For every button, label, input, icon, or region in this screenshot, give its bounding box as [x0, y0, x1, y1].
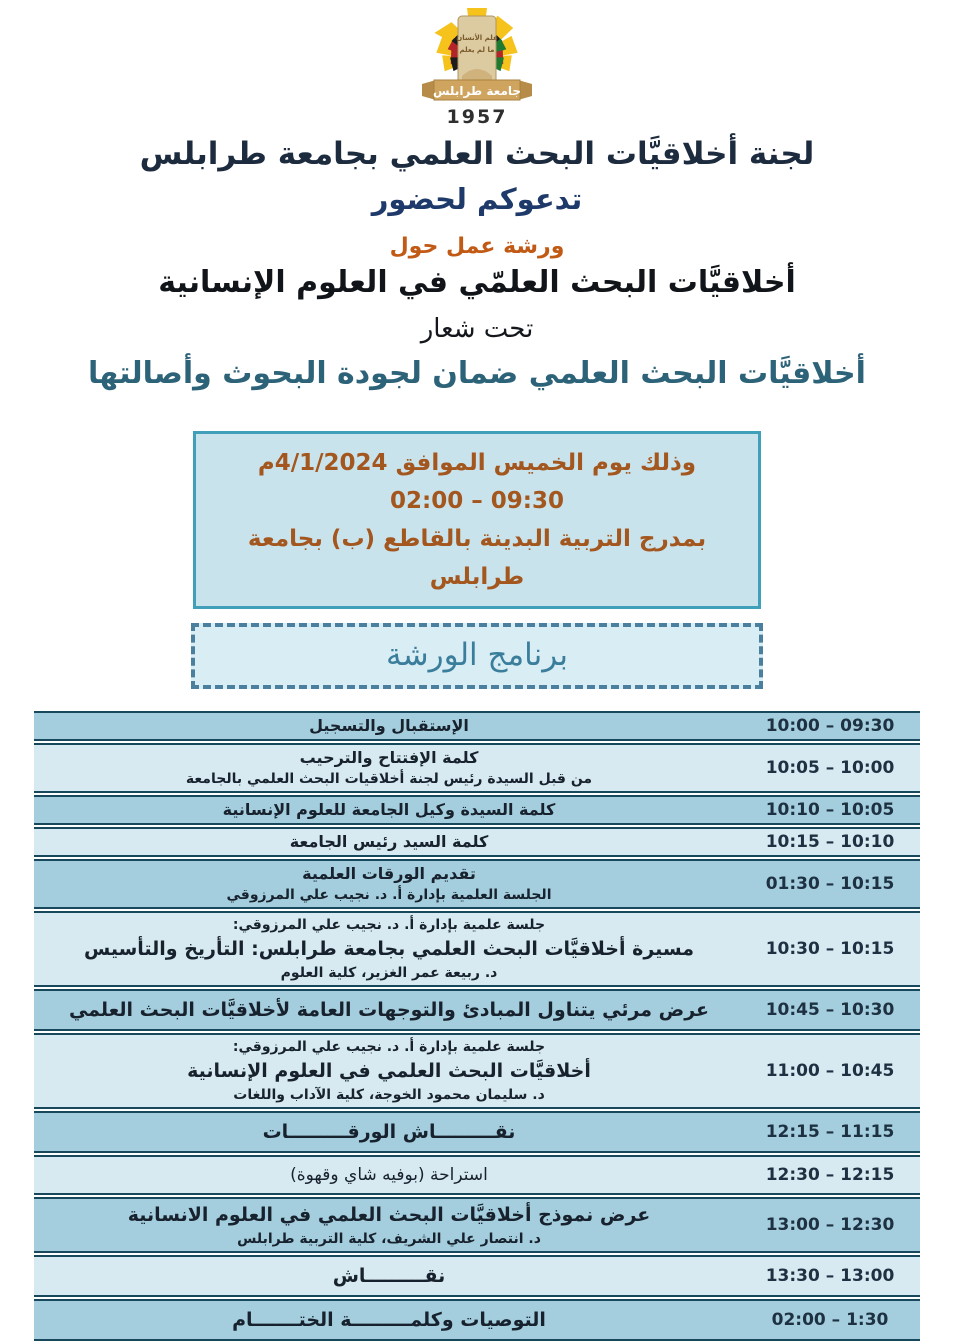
session-title: مسيرة أخلاقيَّات البحث العلمي بجامعة طرابلس: التأريخ والتأسيس	[83, 938, 695, 960]
session-speaker: د. انتصار علي الشريف، كلية التربية طرابلس	[237, 1231, 541, 1247]
session-chair: جلسة علمية بإدارة أ. د. نجيب علي المرزوقي:	[232, 917, 546, 933]
time-cell: 10:30 – 10:15	[765, 939, 895, 959]
session-speaker: د. سليمان محمود الخوجة، كلية الآداب واللغات	[233, 1087, 545, 1103]
session-chair: جلسة علمية بإدارة أ. د. نجيب علي المرزوقي:	[232, 1039, 546, 1055]
schedule-row	[34, 859, 920, 909]
schedule-row	[34, 1299, 920, 1341]
session-title: كلمة الإفتتاح والترحيب	[299, 748, 479, 767]
time-cell: 02:00 – 1:30	[771, 1310, 889, 1330]
schedule-row	[34, 743, 920, 793]
session-title: استراحة (بوفيه شاي وقهوة)	[290, 1165, 488, 1185]
slogan-line: أخلاقيَّات البحث العلمي ضمان لجودة البحوث وأصالتها	[88, 356, 866, 391]
session-title: الإستقبال والتسجيل	[309, 716, 469, 735]
schedule-row	[34, 1033, 920, 1109]
logo-banner	[422, 80, 532, 100]
session-subtitle: من قبل السيدة رئيس لجنة أخلاقيات البحث العلمي بالجامعة	[185, 771, 593, 787]
session-title: تقديم الورقات العلمية	[302, 864, 476, 883]
session-speaker: د. ربيعة عمر الغزير، كلية العلوم	[280, 965, 498, 981]
schedule-table	[34, 711, 920, 1341]
schedule-row	[34, 795, 920, 825]
time-cell: 10:00 – 09:30	[765, 716, 895, 736]
schedule-row	[34, 1155, 920, 1195]
event-details-box	[193, 431, 761, 609]
under-slogan-label: تحت شعار	[420, 314, 534, 344]
svg-text:علم الأنسان: علم الأنسان	[456, 34, 498, 42]
schedule-row	[34, 827, 920, 857]
session-title: عرض نموذج أخلاقيَّات البحث العلمي في العلوم الانسانية	[127, 1204, 651, 1226]
program-title: برنامج الورشة	[386, 637, 568, 673]
invitation-line: تدعوكم لحضور	[371, 182, 583, 216]
time-cell: 13:30 – 13:00	[765, 1266, 895, 1286]
session-title: عرض مرئي يتناول المبادئ والتوجهات العامة لأخلاقيَّات البحث العلمي	[68, 999, 710, 1021]
session-title: كلمة السيدة وكيل الجامعة للعلوم الإنسانية	[222, 800, 556, 819]
event-time-line: 02:00 – 09:30	[390, 488, 564, 514]
schedule-row	[34, 989, 920, 1031]
time-cell: 10:15 – 10:10	[765, 832, 895, 852]
time-cell: 10:05 – 10:00	[765, 758, 895, 778]
session-chair: الجلسة العلمية بإدارة أ. د. نجيب علي المرزوقي	[226, 887, 552, 903]
session-title: كلمة السيد رئيس الجامعة	[289, 832, 489, 851]
session-title: التوصيات وكلمـــــــــة الختـــــــام	[232, 1309, 546, 1331]
university-logo	[382, 6, 572, 128]
logo-scroll	[456, 16, 498, 90]
schedule-row	[34, 911, 920, 987]
time-cell: 13:00 – 12:30	[765, 1215, 895, 1235]
time-cell: 12:15 – 11:15	[765, 1122, 895, 1142]
logo-year: 1957	[446, 106, 508, 128]
svg-text:جامعة طرابلس: جامعة طرابلس	[432, 84, 522, 98]
program-title-box	[191, 623, 763, 689]
time-cell: 10:45 – 10:30	[765, 1000, 895, 1020]
workshop-title: أخلاقيَّات البحث العلمّي في العلوم الإنسانية	[158, 265, 796, 300]
time-cell: 01:30 – 10:15	[765, 874, 895, 894]
university-sun-emblem	[392, 6, 562, 106]
svg-text:ما لم يعلم: ما لم يعلم	[459, 46, 495, 54]
time-cell: 11:00 – 10:45	[765, 1061, 895, 1081]
workshop-flyer	[0, 6, 954, 1331]
committee-title: لجنة أخلاقيَّات البحث العلمي بجامعة طرابلس	[139, 136, 815, 172]
schedule-row	[34, 1255, 920, 1297]
workshop-label: ورشة عمل حول	[389, 234, 565, 259]
schedule-row	[34, 1197, 920, 1253]
session-title: نقـــــــــاش الورقـــــــــات	[262, 1121, 516, 1143]
session-title: نقـــــــــاش	[332, 1265, 446, 1287]
time-cell: 12:30 – 12:15	[765, 1165, 895, 1185]
session-title: أخلاقيَّات البحث العلمي في العلوم الإنسانية	[187, 1060, 591, 1082]
event-date-line: وذلك يوم الخميس الموافق 4/1/2024م	[257, 450, 697, 476]
event-venue-line: بمدرج التربية البدينة بالقاطع (ب) بجامعة طرابلس	[247, 526, 707, 590]
time-cell: 10:10 – 10:05	[765, 800, 895, 820]
schedule-row	[34, 711, 920, 741]
schedule-row	[34, 1111, 920, 1153]
